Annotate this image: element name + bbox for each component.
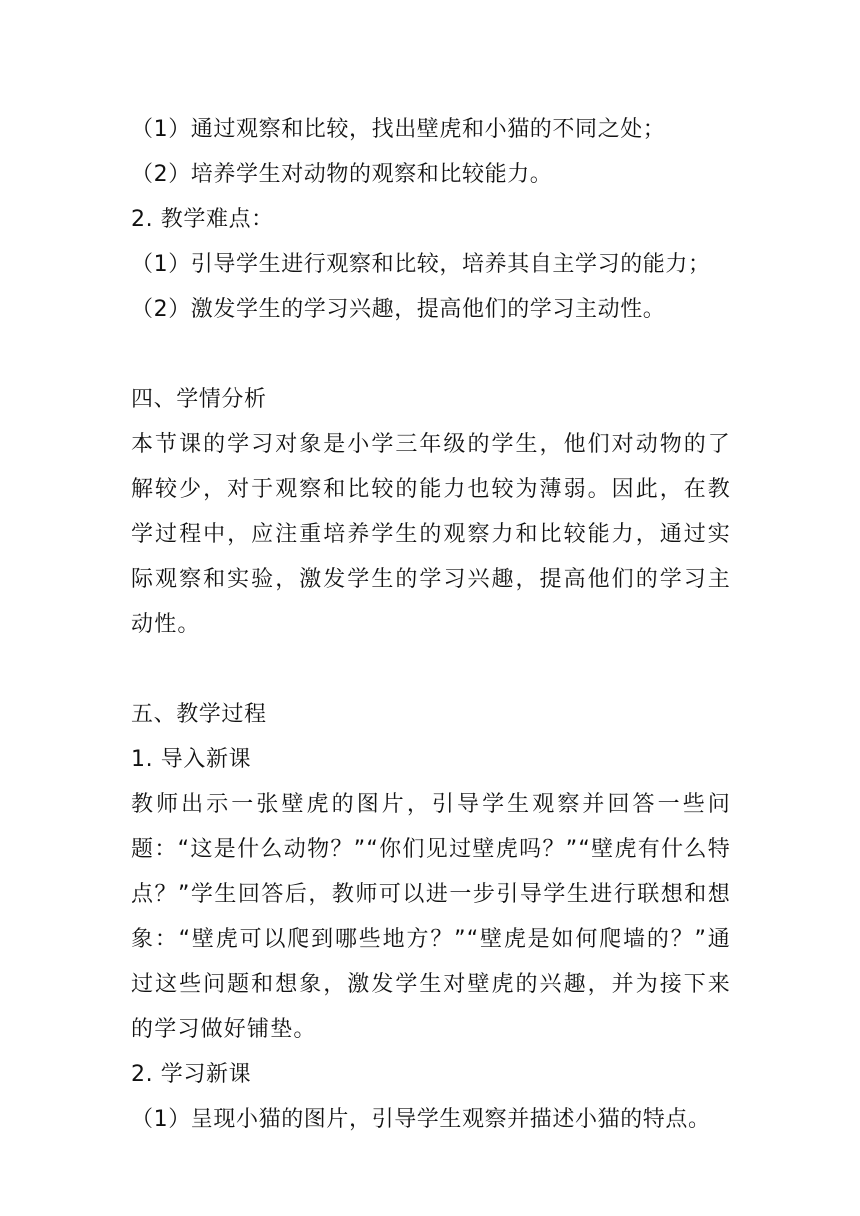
list-item: （2）激发学生的学习兴趣，提高他们的学习主动性。 — [131, 297, 666, 322]
section-heading: 五、教学过程 — [131, 702, 267, 727]
paragraph: 本节课的学习对象是小学三年级的学生，他们对动物的了解较少，对于观察和比较的能力也较为薄弱。因此，在教学过程中，应注重培养学生的观察力和比较能力，通过实际观察和实验，激发学生的学习兴趣，提高他们的学习主动性。 — [131, 432, 731, 637]
subheading: 1. 导入新课 — [131, 747, 252, 772]
section-heading: 四、学情分析 — [131, 387, 267, 412]
list-item: （1）通过观察和比较，找出壁虎和小猫的不同之处； — [131, 117, 666, 142]
spacer — [131, 647, 731, 692]
list-item: （1）引导学生进行观察和比较，培养其自主学习的能力； — [131, 252, 711, 277]
list-item: （1）呈现小猫的图片，引导学生观察并描述小猫的特点。 — [131, 1107, 711, 1132]
spacer — [131, 332, 731, 377]
list-item: （2）培养学生对动物的观察和比较能力。 — [131, 162, 553, 187]
paragraph: 教师出示一张壁虎的图片，引导学生观察并回答一些问题：“这是什么动物？”“你们见过壁虎吗？”“壁虎有什么特点？”学生回答后，教师可以进一步引导学生进行联想和想象：“壁虎可以爬到哪些地方？”“壁虎是如何爬墙的？”通过这些问题和想象，激发学生对壁虎的兴趣，并为接下来的学习做好铺垫。 — [131, 792, 731, 1042]
subheading: 2. 教学难点： — [131, 207, 274, 232]
document-content — [131, 107, 731, 1142]
subheading: 2. 学习新课 — [131, 1062, 252, 1087]
